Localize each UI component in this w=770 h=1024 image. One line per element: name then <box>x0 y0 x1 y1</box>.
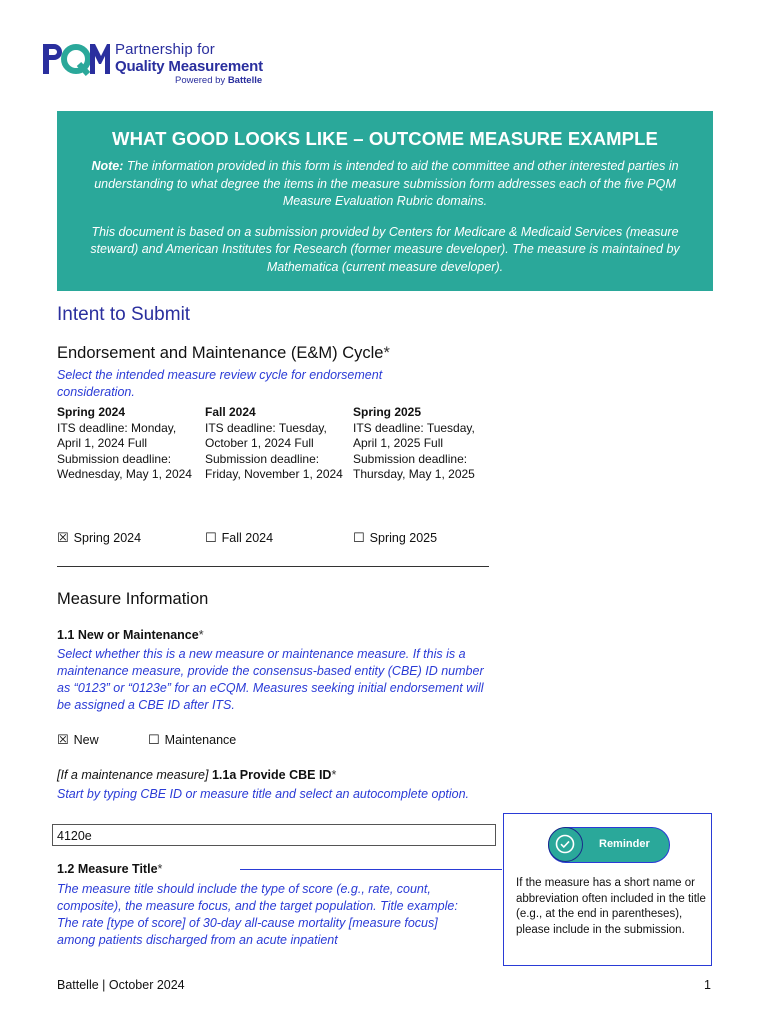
checkbox-unchecked-icon: ☐ <box>353 531 365 546</box>
banner-source: This document is based on a submission provided by Centers for Medicare & Medicaid Services (measure steward) and American Institutes for Research (former measure developer). The measure is maintained by Mathematica (current measure developer). <box>90 224 680 274</box>
banner-note-label: Note: <box>91 159 124 173</box>
cycle-detail: ITS deadline: Monday, April 1, 2024 Full Submission deadline: Wednesday, May 1, 2024 <box>57 420 192 481</box>
checkbox-spring-2025[interactable] <box>353 531 437 546</box>
q11-label-text: 1.1 New or Maintenance <box>57 628 199 642</box>
banner-note-text: The information provided in this form is intended to aid the committee and other interested parties in understanding to what degree the items in the measure submission form addresses each of the five PQM Measure Evaluation Rubric domains. <box>94 159 679 208</box>
check-circle-icon <box>549 828 581 860</box>
checkbox-maintenance[interactable] <box>148 733 236 748</box>
required-mark: * <box>198 628 204 642</box>
reminder-text: If the measure has a short name or abbreviation often included in the title (e.g., at the end in parentheses), please include in the submission. <box>516 877 706 936</box>
cycle-title: Spring 2024 <box>57 405 126 419</box>
cycle-detail: ITS deadline: Tuesday, April 1, 2025 Full Submission deadline: Thursday, May 1, 2025 <box>353 420 475 481</box>
banner-note <box>80 158 690 211</box>
checkbox-checked-icon: ☒ <box>57 733 69 748</box>
q12-label-num: 1.2 <box>57 862 78 876</box>
logo-line-1: Partnership for <box>115 41 215 58</box>
em-cycle-heading <box>57 344 390 363</box>
cycle-title: Fall 2024 <box>205 405 256 419</box>
pqm-logo-icon <box>41 42 111 76</box>
checkbox-fall-2024[interactable] <box>205 531 273 546</box>
cycle-title: Spring 2025 <box>353 405 422 419</box>
checkbox-spring-2024[interactable] <box>57 531 141 546</box>
q11a-label-text: 1.1a Provide CBE ID <box>211 768 332 782</box>
em-cycle-instruction: Select the intended measure review cycle for endorsement consideration. <box>57 368 383 399</box>
q12-instruction: The measure title should include the type of score (e.g., rate, count, composite), the measure focus, and the target population. Title example: The rate [type of score] of 30-day all-cause mortality [measure focus] among patients discharged from an acute inpatient <box>57 882 458 947</box>
logo-line-3 <box>115 76 263 86</box>
em-cycle-heading-text: Endorsement and Maintenance (E&M) Cycle <box>57 344 384 362</box>
q11-instruction: Select whether this is a new measure or maintenance measure. If this is a maintenance measure, provide the consensus-based entity (CBE) ID number as “0123” or “0123e” for an eCQM. Measures seeking initial endorsement will be assigned a CBE ID after ITS. <box>57 647 484 712</box>
q12-label-text: Measure Title <box>77 862 158 876</box>
q11a-prefix: [If a maintenance measure] <box>57 768 212 782</box>
callout-connector <box>240 869 502 870</box>
required-mark: * <box>331 768 337 782</box>
cycle-detail: ITS deadline: Tuesday, October 1, 2024 Full Submission deadline: Friday, November 1, 2024 <box>205 420 343 481</box>
cycle-column <box>205 405 345 483</box>
footer-left: Battelle | October 2024 <box>57 978 185 992</box>
reminder-callout <box>503 813 712 966</box>
checkbox-label: Spring 2024 <box>73 531 142 545</box>
q11-label <box>57 628 204 642</box>
q12-label <box>57 862 162 876</box>
q11a-label <box>57 768 336 782</box>
logo-brand: Battelle <box>227 75 263 86</box>
section-divider <box>57 566 489 567</box>
page-number: 1 <box>704 978 711 992</box>
checkbox-unchecked-icon: ☐ <box>148 733 160 748</box>
checkbox-checked-icon: ☒ <box>57 531 69 546</box>
cbe-id-input[interactable]: 4120e <box>52 824 496 846</box>
section-heading-measure-info: Measure Information <box>57 590 209 608</box>
reminder-pill <box>548 827 670 863</box>
section-heading-intent: Intent to Submit <box>57 304 191 325</box>
header-banner <box>57 111 713 291</box>
cycle-column <box>57 405 197 483</box>
banner-title: WHAT GOOD LOOKS LIKE – OUTCOME MEASURE EXAMPLE <box>112 128 658 149</box>
checkbox-unchecked-icon: ☐ <box>205 531 217 546</box>
logo-line-2: Quality Measurement <box>115 58 263 75</box>
checkbox-label: Fall 2024 <box>221 531 274 545</box>
cycle-column <box>353 405 493 483</box>
checkbox-label: Spring 2025 <box>369 531 438 545</box>
checkbox-new[interactable] <box>57 733 99 748</box>
required-mark: * <box>157 862 163 876</box>
logo-wordmark <box>115 42 263 86</box>
reminder-label: Reminder <box>599 838 650 850</box>
q11a-instruction: Start by typing CBE ID or measure title and select an autocomplete option. <box>57 787 470 801</box>
logo-powered-by: Powered by <box>175 75 228 86</box>
checkbox-label: New <box>73 733 99 747</box>
checkbox-label: Maintenance <box>164 733 237 747</box>
reminder-icon-circle <box>548 827 583 862</box>
required-mark: * <box>383 344 390 362</box>
